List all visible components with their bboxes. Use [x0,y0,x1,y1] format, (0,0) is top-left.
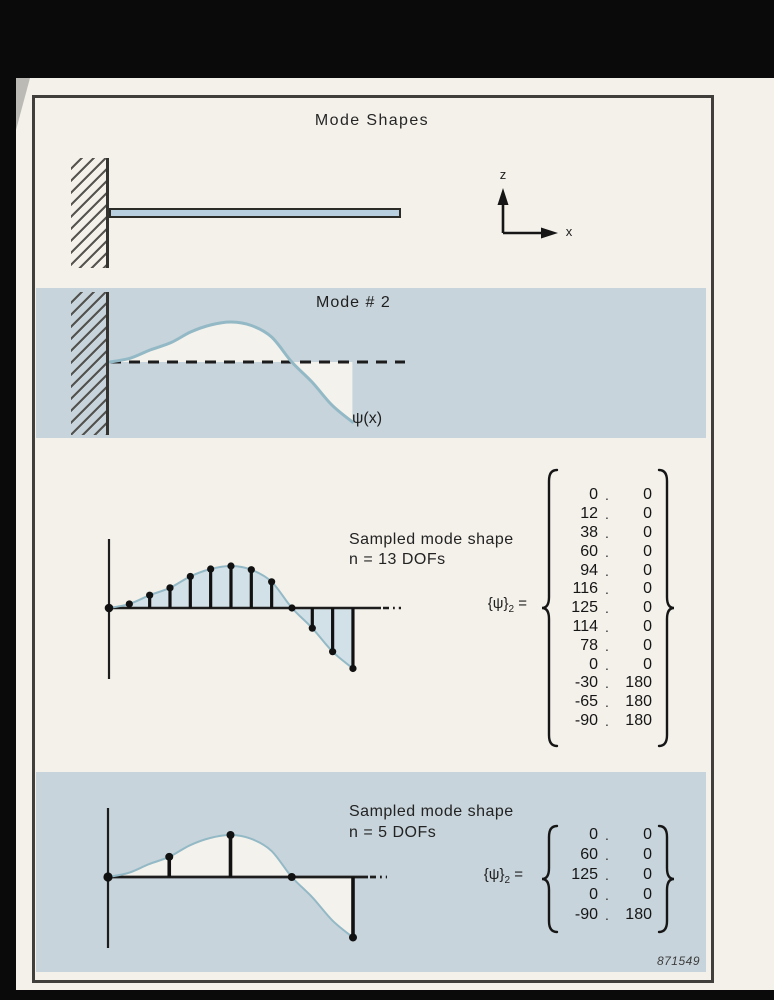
dof5-dof-count: n = 5 DOFs [349,824,437,841]
value-separator: . [605,887,609,903]
phase-value: 0 [643,599,652,617]
vector-row [558,655,652,674]
vector-row [558,865,652,885]
data-point [103,872,112,881]
psi-symbol: {ψ} [487,595,509,612]
x-axis-label: x [565,224,573,239]
dof5-vector-values [558,825,652,925]
value-separator: . [605,675,609,692]
data-point [227,562,234,569]
value-separator: . [605,907,609,923]
magnitude-value: 12 [580,505,598,523]
magnitude-value: 0 [589,886,598,903]
value-separator: . [605,600,609,617]
phase-value: 180 [625,693,652,711]
data-point [349,665,356,672]
value-separator: . [605,506,609,523]
data-point [187,573,194,580]
magnitude-value: 60 [580,846,598,863]
z-axis-label: z [499,167,507,182]
magnitude-value: -30 [574,674,598,692]
data-point [309,625,316,632]
right-brace-icon [659,826,674,932]
magnitude-value: 0 [589,486,598,504]
data-point [126,600,133,607]
vector-row [558,905,652,925]
scan-corner-artifact [16,78,30,130]
psi-symbol: {ψ} [483,866,505,883]
figure-title: Mode Shapes [314,112,430,129]
dof13-vector-values [558,486,652,730]
data-point [166,584,173,591]
vector-row [558,845,652,865]
vector-row [558,674,652,693]
x-arrow-icon [503,228,558,239]
value-separator: . [605,827,609,843]
value-separator: . [605,694,609,711]
phase-value: 0 [643,866,652,883]
dof13-vector-label [447,595,527,615]
magnitude-value: -65 [574,693,598,711]
vector-row [558,486,652,505]
phase-value: 0 [643,846,652,863]
fixed-support-hatch-icon [71,158,109,268]
phase-value: 0 [643,523,652,541]
vector-row [558,599,652,618]
vector-row [558,712,652,731]
magnitude-value: 0 [589,826,598,843]
vector-row [558,636,652,655]
vector-row [558,693,652,712]
phase-value: 180 [625,674,652,692]
value-separator: . [605,656,609,673]
left-brace-icon [542,470,557,746]
data-point [207,565,214,572]
data-point [248,566,255,573]
magnitude-value: 125 [571,599,598,617]
vector-row [558,580,652,599]
right-brace-icon [659,470,674,746]
magnitude-value: 116 [572,580,598,598]
phase-value: 0 [643,636,652,654]
data-point [349,933,357,941]
mode2-label: Mode # 2 [316,294,391,311]
vector-row [558,885,652,905]
dof5-heading: Sampled mode shape [349,803,514,820]
cantilever-beam [109,208,401,218]
data-point [268,578,275,585]
phase-value: 0 [643,486,652,504]
value-separator: . [605,581,609,598]
axis-triad [470,160,590,260]
data-point [329,648,336,655]
phase-value: 0 [643,542,652,560]
dof13-heading: Sampled mode shape [349,531,514,548]
magnitude-value: 38 [580,523,598,541]
vector-row [558,542,652,561]
data-point [165,853,173,861]
value-separator: . [605,712,609,729]
equals-sign: = [518,595,527,612]
magnitude-value: 78 [580,636,598,654]
vector-row [558,561,652,580]
magnitude-value: 94 [580,561,598,579]
magnitude-value: 125 [571,866,598,883]
dof5-vector-label [443,866,523,886]
phase-value: 0 [643,655,652,673]
fixed-support-hatch-icon [71,292,109,435]
figure-number: 871549 [656,954,700,968]
value-separator: . [605,867,609,883]
value-separator: . [605,524,609,541]
vector-row [558,524,652,543]
magnitude-value: -90 [574,906,598,923]
data-point [227,831,235,839]
magnitude-value: -90 [574,711,598,729]
mode-subscript: 2 [508,604,515,615]
value-separator: . [605,543,609,560]
vector-row [558,505,652,524]
data-point [288,604,295,611]
phase-value: 0 [643,617,652,635]
mode2-curve-label: ψ(x) [352,410,383,427]
vector-row [558,618,652,637]
magnitude-value: 0 [589,655,598,673]
data-point [288,873,296,881]
value-separator: . [605,487,609,504]
mode-subscript: 2 [504,875,511,886]
dof13-dof-count: n = 13 DOFs [349,551,446,568]
value-separator: . [605,562,609,579]
phase-value: 180 [625,711,652,729]
magnitude-value: 114 [572,617,598,635]
value-separator: . [605,618,609,635]
magnitude-value: 60 [580,542,598,560]
equals-sign: = [514,866,523,883]
value-separator: . [605,637,609,654]
data-point [105,604,114,613]
phase-value: 0 [643,886,652,903]
phase-value: 180 [625,906,652,923]
value-separator: . [605,847,609,863]
vector-row [558,825,652,845]
data-point [146,592,153,599]
z-arrow-icon [498,188,509,233]
phase-value: 0 [643,505,652,523]
left-brace-icon [542,826,557,932]
mode2-curve-fill [110,322,352,422]
phase-value: 0 [643,580,652,598]
phase-value: 0 [643,561,652,579]
phase-value: 0 [643,826,652,843]
